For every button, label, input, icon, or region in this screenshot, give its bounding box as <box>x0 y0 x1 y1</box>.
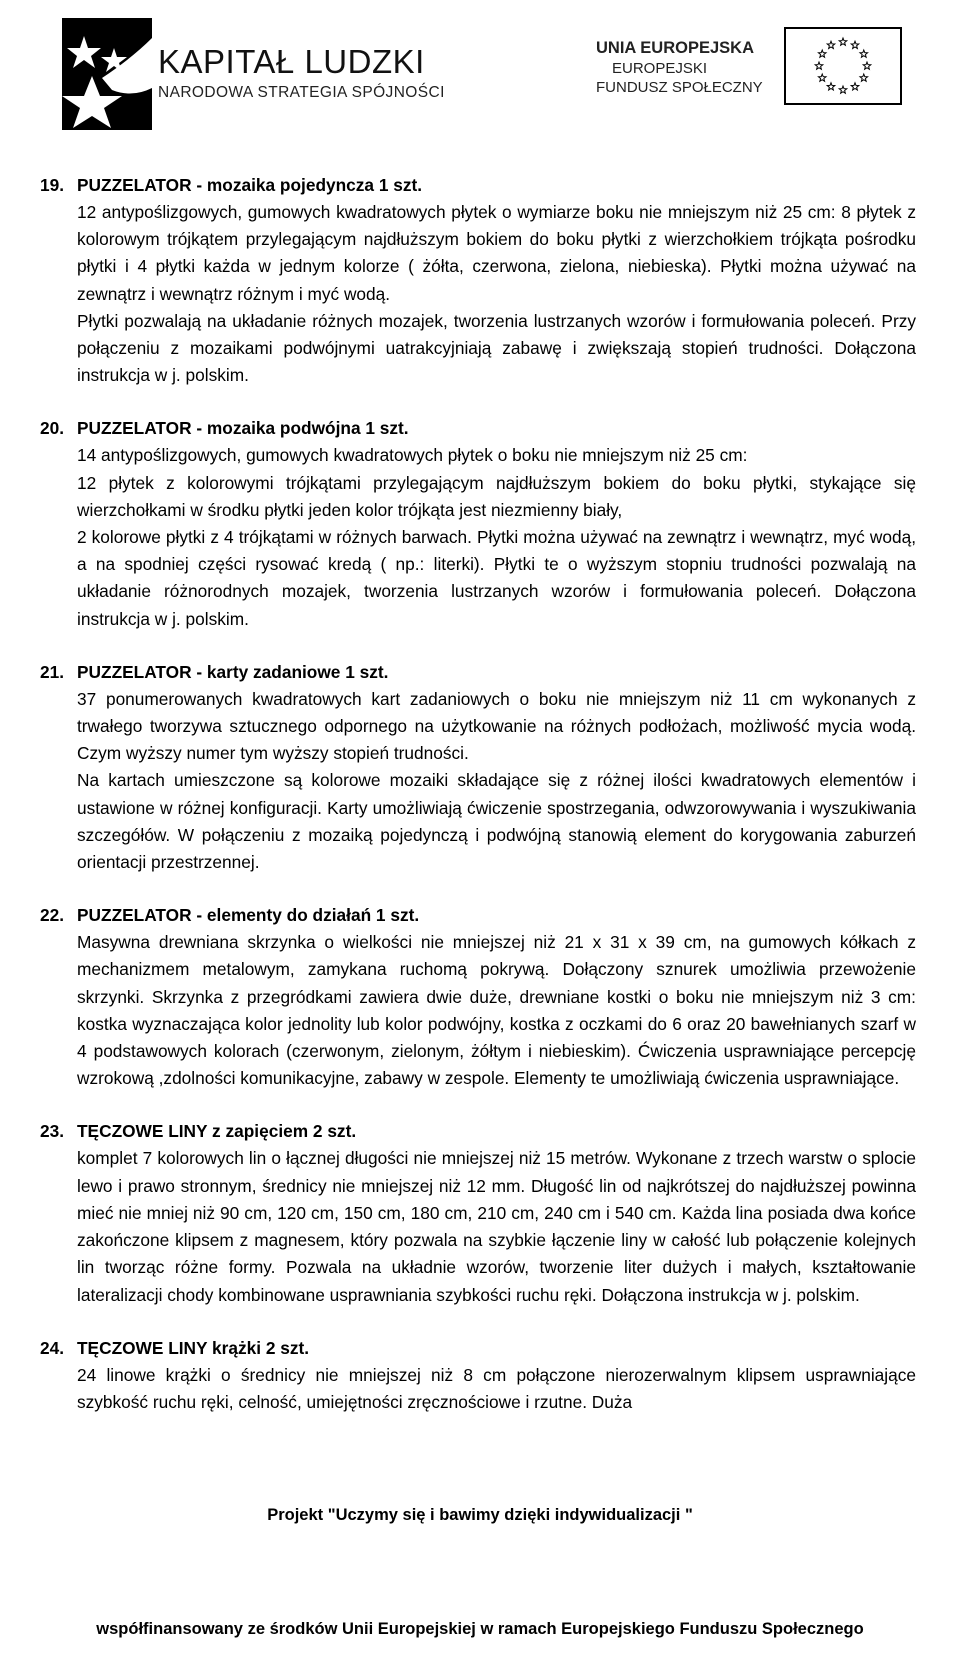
section-item <box>40 415 916 632</box>
eu-star-icon <box>827 41 835 48</box>
kapital-ludzki-subtitle: NARODOWA STRATEGIA SPÓJNOŚCI <box>158 84 445 101</box>
eu-line1: UNIA EUROPEJSKA <box>596 39 754 57</box>
eu-flag-logo <box>784 27 902 105</box>
section-number: 21. <box>40 661 65 682</box>
kapital-ludzki-stars-icon <box>62 18 152 130</box>
section-item <box>40 902 916 1092</box>
eu-star-icon <box>839 86 847 93</box>
section-paragraph: 12 antypoślizgowych, gumowych kwadratowych płytek o wymiarze boku nie mniejszym niż 25 cm: 8 płytek z kolorowym trójkątem przylegającym najdłuższym bokiem do boku płytki z wierzchołkiem trójkąta pośrodku płytki i 4 płytki każda w jednym kolorze ( żółta, czerwona, zielona, niebieska). Płytki można używać na zewnątrz i wewnątrz różnym i myć wodą. <box>77 202 916 304</box>
section-paragraph: komplet 7 kolorowych lin o łącznej długości nie mniejszej niż 15 metrów. Wykonane z trzech warstw o splocie lewo i prawo stronnym, średnicy nie mniejszej niż 12 mm. Długość lin od najkrótszej do najdłuższej powinna mieć nie mniej niż 90 cm, 120 cm, 150 cm, 180 cm, 210 cm, 240 cm i 540 cm. Każda lina posiada dwa końce zakończone klipsem z magnesem, który pozwala na szybkie łączenie liny w całość lub połączenie kolejnych lin tworząc różne formy. Pozwala na układnie wzorów, tworzenie liter dużych i małych, kształtowanie lateralizacji chody kombinowane usprawniania szybkości ruchu ręki. Dołączona instrukcja w j. polskim. <box>77 1148 916 1305</box>
document-body <box>40 172 916 1442</box>
section-title: PUZZELATOR - mozaika podwójna 1 szt. <box>77 418 409 439</box>
footer-project: Projekt "Uczymy się i bawimy dzięki indywidualizacji " <box>267 1506 693 1524</box>
eu-star-icon <box>839 38 847 45</box>
section-number: 20. <box>40 418 65 439</box>
footer-cofinanced: współfinansowany ze środków Unii Europejskiej w ramach Europejskiego Funduszu Społecznego <box>96 1620 864 1638</box>
section-paragraph: Masywna drewniana skrzynka o wielkości nie mniejszej niż 21 x 31 x 39 cm, na gumowych kółkach z mechanizmem metalowym, zamykana ruchomą pokrywą. Dołączony sznurek umożliwia przewożenie skrzynki. Skrzynka z przegródkami zawiera dwie duże, drewniane kostki o boku nie mniejszym niż 3 cm: kostka wyznaczająca kolor jednolity lub kolor podwójny, kostka z oczkami do 6 oraz 20 bawełnianych szarf w 4 podstawowych kolorach (czerwonym, zielonym, żółtym i niebieskim). Ćwiczenia usprawniające percepcję wzrokową ,zdolności komunikacyjne, zabawy w zespole. Elementy te umożliwiają ćwiczenia usprawniające. <box>77 932 916 1089</box>
section-heading <box>40 415 916 442</box>
section-paragraph: Na kartach umieszczone są kolorowe mozaiki składające się z różnej ilości kwadratowych elementów i ustawione w różnej konfiguracji. Karty umożliwiają ćwiczenie spostrzegania, odwzorowywania i wyszukiwania szczegółów. W połączeniu z mozaiką pojedynczą i podwójną stanowią element do korygowania zaburzeń orientacji przestrzennej. <box>77 770 916 873</box>
section-heading <box>40 172 916 199</box>
section-title: PUZZELATOR - elementy do działań 1 szt. <box>77 905 420 926</box>
eu-star-icon <box>851 41 859 48</box>
section-heading <box>40 1118 916 1145</box>
section-paragraph: Płytki pozwalają na układanie różnych mozajek, tworzenia lustrzanych wzorów i formułowania poleceń. Przy połączeniu z mozaikami podwójnymi uatrakcyjniają zabawę i zwiększają stopień trudności. Dołączona instrukcja w j. polskim. <box>77 310 916 386</box>
eu-line3: FUNDUSZ SPOŁECZNY <box>596 79 763 96</box>
kapital-ludzki-wordmark <box>158 44 445 102</box>
eu-star-icon <box>818 74 826 81</box>
section-paragraph: 37 ponumerowanych kwadratowych kart zadaniowych o boku nie mniejszym niż 11 cm wykonanych z trwałego tworzywa sztucznego odpornego na użytkowanie na różnych podłożach, możliwość mycia wodą. Czym wyższy numer tym wyższy stopień trudności. <box>77 688 916 764</box>
eu-star-icon <box>860 74 868 81</box>
section-body <box>77 686 916 876</box>
section-title: TĘCZOWE LINY krążki 2 szt. <box>77 1337 310 1358</box>
section-body <box>77 1362 916 1416</box>
section-item <box>40 1335 916 1416</box>
eu-star-icon <box>827 83 835 90</box>
eu-stars-icon <box>786 29 900 103</box>
section-body <box>77 929 916 1092</box>
eu-wordmark <box>596 38 763 97</box>
section-item <box>40 1118 916 1308</box>
section-number: 24. <box>40 1337 65 1358</box>
section-body <box>77 1145 916 1308</box>
section-paragraph: 2 kolorowe płytki z 4 trójkątami w różnych barwach. Płytki można używać na zewnątrz i wewnątrz, myć wodą, a na spodniej części rysować kredą ( np.: literki). Płytki te o wyższym stopniu trudności pozwalają na układanie różnorodnych mozajek, tworzenia lustrzanych wzorów i formułowania poleceń. Dołączona instrukcja w j. polskim. <box>77 527 916 629</box>
section-item <box>40 659 916 876</box>
section-paragraph: 12 płytek z kolorowymi trójkątami przylegającym najdłuższym bokiem do boku płytki, stykające się wierzchołkami w środku płytki jeden kolor trójkąta jest niezmienny biały, <box>77 472 916 520</box>
section-number: 22. <box>40 905 65 926</box>
section-paragraph: 14 antypoślizgowych, gumowych kwadratowych płytek o boku nie mniejszym niż 25 cm: <box>77 445 748 466</box>
section-paragraph: 24 linowe krążki o średnicy nie mniejszej niż 8 cm połączone nierozerwalnym klipsem usprawniające szybkość ruchu ręki, celność, umiejętności zręcznościowe i rzutne. Duża <box>77 1364 916 1412</box>
eu-star-icon <box>863 62 871 69</box>
kapital-ludzki-title: KAPITAŁ LUDZKI <box>158 43 425 80</box>
eu-star-icon <box>851 83 859 90</box>
page-header <box>0 0 960 150</box>
eu-star-icon <box>815 62 823 69</box>
section-heading <box>40 1335 916 1362</box>
section-body <box>77 442 916 632</box>
eu-line2: EUROPEJSKI <box>612 60 708 77</box>
section-item <box>40 172 916 389</box>
section-title: TĘCZOWE LINY z zapięciem 2 szt. <box>77 1121 357 1142</box>
section-title: PUZZELATOR - mozaika pojedyncza 1 szt. <box>77 175 423 195</box>
section-body <box>77 199 916 389</box>
eu-star-icon <box>860 50 868 57</box>
section-number: 19. <box>40 175 65 195</box>
section-title: PUZZELATOR - karty zadaniowe 1 szt. <box>77 661 389 682</box>
eu-star-icon <box>818 50 826 57</box>
kapital-ludzki-logo <box>62 18 152 130</box>
section-heading <box>40 659 916 686</box>
section-number: 23. <box>40 1121 65 1142</box>
sections-list <box>40 172 916 1416</box>
section-heading <box>40 902 916 929</box>
